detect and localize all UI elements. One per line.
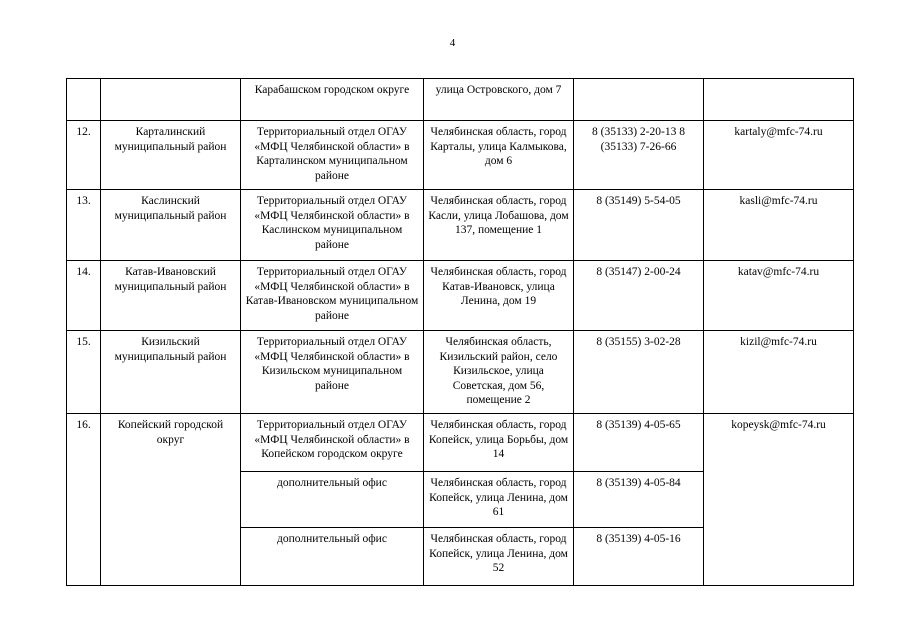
address-cell: Челябинская область, город Копейск, улица Ленина, дом 52 <box>424 528 574 586</box>
address-cell: Челябинская область, город Копейск, улица Ленина, дом 61 <box>424 472 574 528</box>
municipality-cell: Катав-Ивановский муниципальный район <box>101 261 241 331</box>
address-cell: Челябинская область, город Касли, улица Лобашова, дом 137, помещение 1 <box>424 190 574 261</box>
table-row <box>67 414 854 472</box>
address-cell: Челябинская область, Кизильский район, село Кизильское, улица Советская, дом 56, помещение 2 <box>424 331 574 414</box>
page-number: 4 <box>449 37 456 49</box>
office-cell: Территориальный отдел ОГАУ «МФЦ Челябинской области» в Каслинском муниципальном районе <box>241 190 424 261</box>
office-cell: Территориальный отдел ОГАУ «МФЦ Челябинской области» в Кизильском муниципальном районе <box>241 331 424 414</box>
municipality-cell: Копейский городской округ <box>101 414 241 586</box>
phone-cell: 8 (35139) 4-05-16 <box>574 528 704 586</box>
row-number: 16. <box>67 414 101 586</box>
email-cell: kasli@mfc-74.ru <box>704 190 854 261</box>
office-cell: дополнительный офис <box>241 528 424 586</box>
address-cell: Челябинская область, город Карталы, улица Калмыкова, дом 6 <box>424 121 574 190</box>
office-cell: дополнительный офис <box>241 472 424 528</box>
phone-cell <box>574 79 704 121</box>
municipality-cell <box>101 79 241 121</box>
row-number: 12. <box>67 121 101 190</box>
municipality-cell: Кизильский муниципальный район <box>101 331 241 414</box>
address-cell: Челябинская область, город Копейск, улица Борьбы, дом 14 <box>424 414 574 472</box>
row-number: 13. <box>67 190 101 261</box>
phone-cell: 8 (35139) 4-05-84 <box>574 472 704 528</box>
office-cell: Территориальный отдел ОГАУ «МФЦ Челябинской области» в Копейском городском округе <box>241 414 424 472</box>
table-row <box>67 79 854 121</box>
office-cell: Территориальный отдел ОГАУ «МФЦ Челябинской области» в Катав-Ивановском муниципальном районе <box>241 261 424 331</box>
municipality-cell: Каслинский муниципальный район <box>101 190 241 261</box>
email-cell: katav@mfc-74.ru <box>704 261 854 331</box>
phone-cell: 8 (35133) 2-20-13 8 (35133) 7-26-66 <box>574 121 704 190</box>
phone-cell: 8 (35147) 2-00-24 <box>574 261 704 331</box>
address-cell: улица Островского, дом 7 <box>424 79 574 121</box>
table-row <box>67 190 854 261</box>
row-number <box>67 79 101 121</box>
office-cell: Карабашском городском округе <box>241 79 424 121</box>
row-number: 15. <box>67 331 101 414</box>
email-cell: kartaly@mfc-74.ru <box>704 121 854 190</box>
phone-cell: 8 (35155) 3-02-28 <box>574 331 704 414</box>
email-cell <box>704 79 854 121</box>
municipality-cell: Карталинский муниципальный район <box>101 121 241 190</box>
table-row <box>67 331 854 414</box>
phone-cell: 8 (35139) 4-05-65 <box>574 414 704 472</box>
row-number: 14. <box>67 261 101 331</box>
email-cell: kizil@mfc-74.ru <box>704 331 854 414</box>
table-row <box>67 121 854 190</box>
address-cell: Челябинская область, город Катав-Ивановск, улица Ленина, дом 19 <box>424 261 574 331</box>
mfc-offices-table <box>66 78 854 586</box>
office-cell: Территориальный отдел ОГАУ «МФЦ Челябинской области» в Карталинском муниципальном районе <box>241 121 424 190</box>
phone-cell: 8 (35149) 5-54-05 <box>574 190 704 261</box>
table-row <box>67 261 854 331</box>
email-cell: kopeysk@mfc-74.ru <box>704 414 854 586</box>
